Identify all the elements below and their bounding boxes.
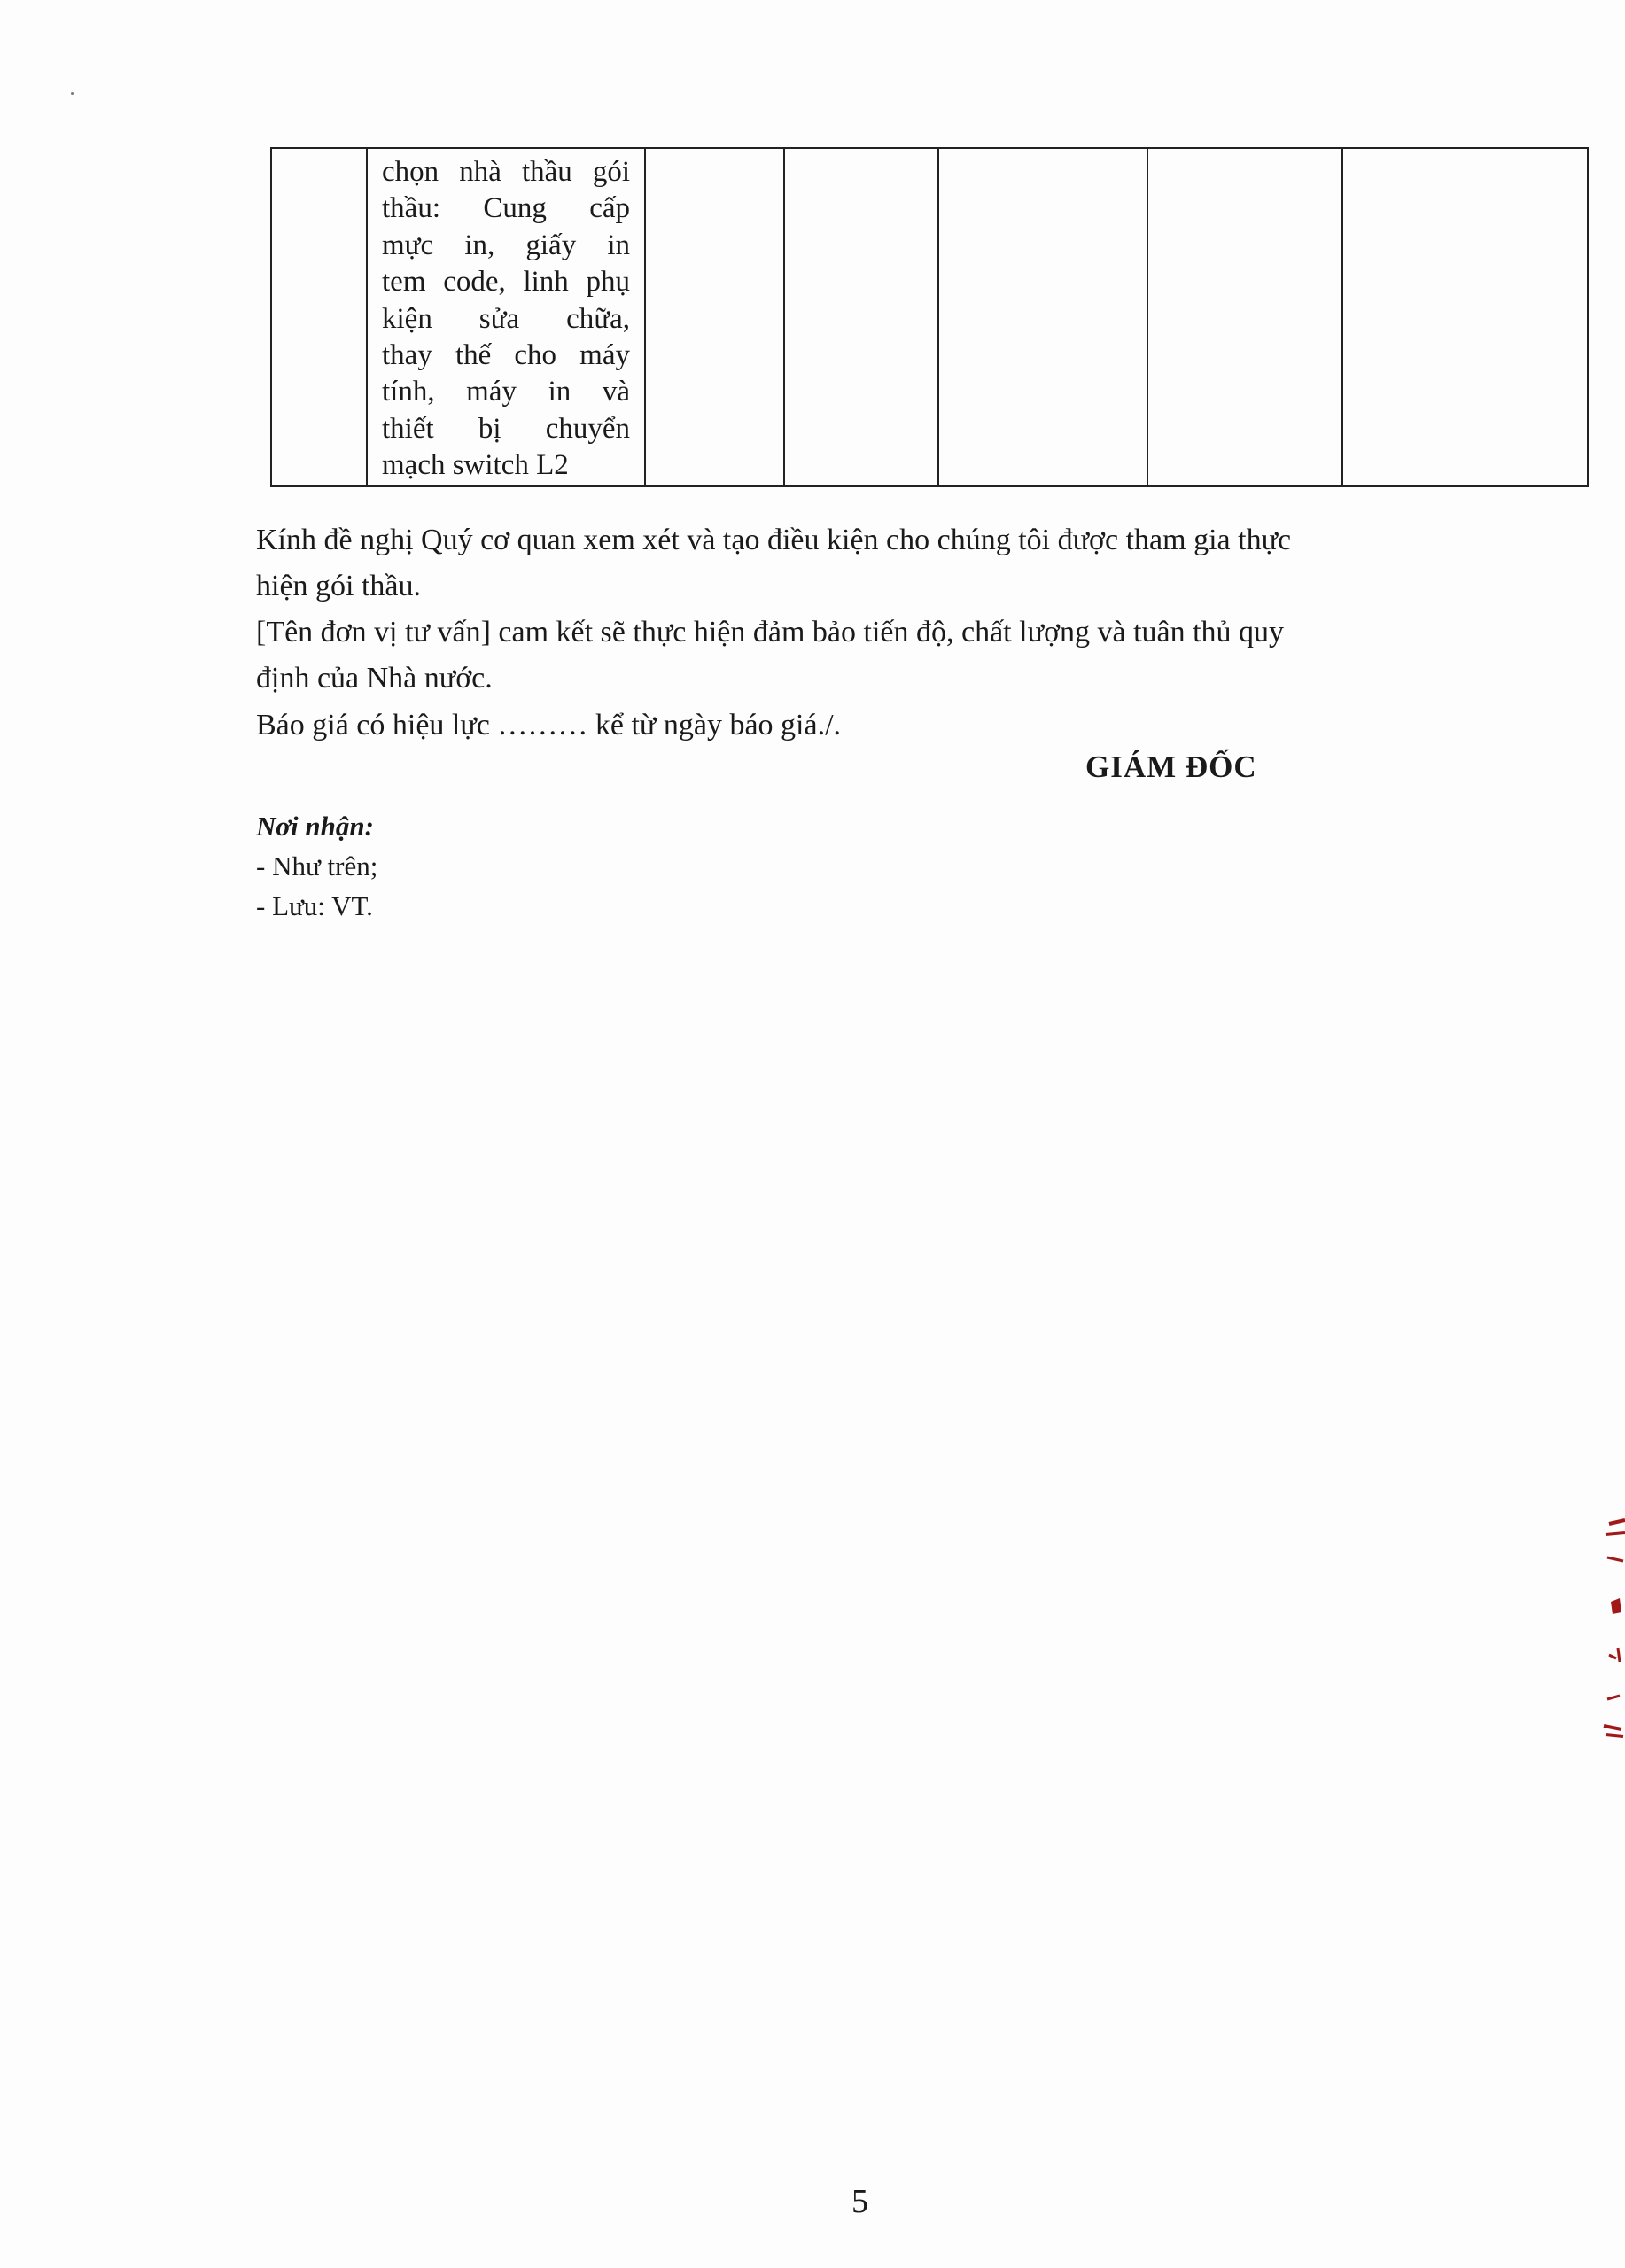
table-row bbox=[271, 148, 1588, 486]
validity-paragraph: Báo giá có hiệu lực ……… kể từ ngày báo giá./. bbox=[256, 709, 842, 742]
table-cell-empty bbox=[1147, 148, 1342, 486]
seal-stamp-edge bbox=[1590, 1497, 1625, 1807]
description-line: tính, máy in và bbox=[382, 376, 630, 408]
request-paragraph-line: hiện gói thầu. bbox=[256, 570, 422, 602]
commitment-paragraph-line: định của Nhà nước. bbox=[256, 662, 493, 695]
recipients-title: Nơi nhận: bbox=[256, 811, 374, 842]
scan-speck bbox=[71, 92, 74, 95]
description-line: thay thế cho máy bbox=[382, 339, 630, 372]
table-cell-description bbox=[367, 148, 645, 486]
table-cell-index bbox=[271, 148, 367, 486]
description-line: kiện sửa chữa, bbox=[382, 302, 630, 335]
description-line: mạch switch L2 bbox=[382, 449, 569, 482]
table-cell-empty bbox=[1342, 148, 1588, 486]
description-line: mực in, giấy in bbox=[382, 229, 630, 261]
description-line: thiết bị chuyển bbox=[382, 412, 630, 445]
commitment-paragraph-line: [Tên đơn vị tư vấn] cam kết sẽ thực hiện đảm bảo tiến độ, chất lượng và tuân thủ quy bbox=[256, 616, 1285, 649]
table-cell-empty bbox=[645, 148, 784, 486]
description-line: tem code, linh phụ bbox=[382, 266, 630, 299]
recipient-item: - Như trên; bbox=[256, 850, 378, 882]
description-line: thầu: Cung cấp bbox=[382, 192, 630, 225]
recipients-block bbox=[256, 806, 377, 926]
table-cell-empty bbox=[938, 148, 1147, 486]
signer-title: GIÁM ĐỐC bbox=[1085, 750, 1257, 784]
quotation-table bbox=[270, 147, 1589, 487]
request-paragraph-line: Kính đề nghị Quý cơ quan xem xét và tạo điều kiện cho chúng tôi được tham gia thực bbox=[256, 524, 1292, 556]
table-cell-empty bbox=[784, 148, 938, 486]
description-line: chọn nhà thầu gói bbox=[382, 156, 630, 188]
page-number: 5 bbox=[851, 2183, 868, 2220]
recipient-item: - Lưu: VT. bbox=[256, 890, 373, 921]
